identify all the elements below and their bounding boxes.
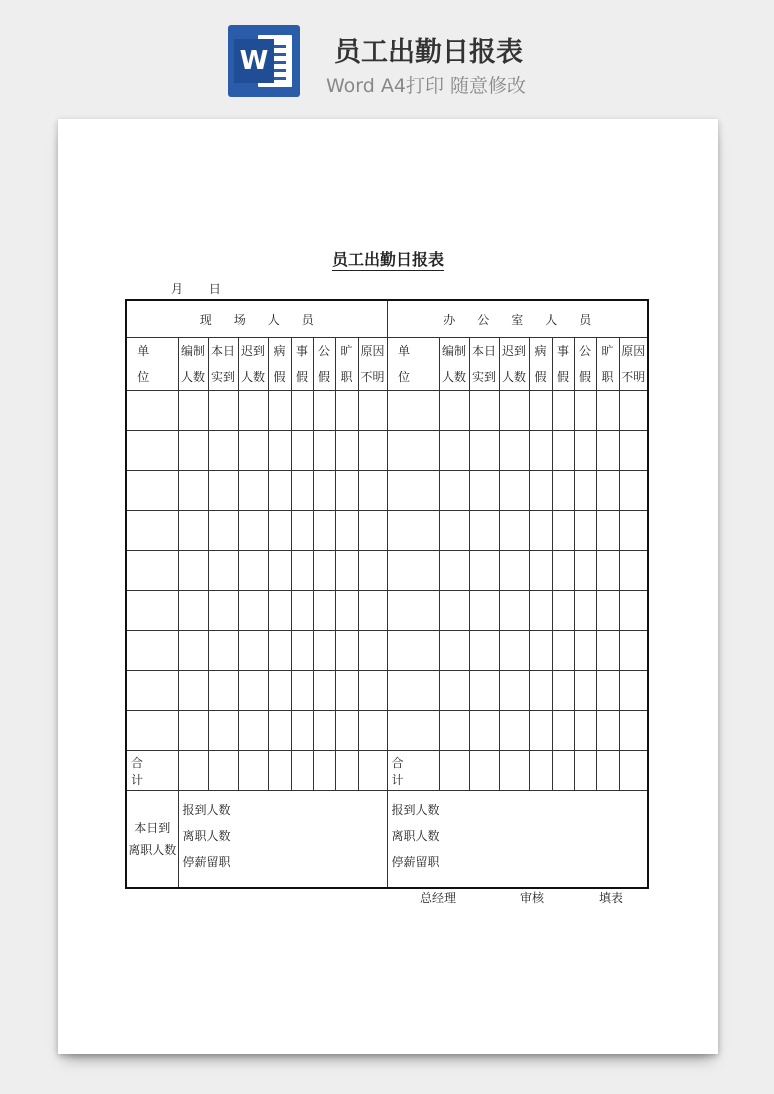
table-cell[interactable] — [574, 551, 596, 591]
table-cell[interactable] — [552, 591, 574, 631]
table-cell[interactable] — [126, 391, 178, 431]
total-cell[interactable] — [238, 751, 268, 791]
table-cell[interactable] — [208, 431, 238, 471]
site-column-header: 编制 人数 — [178, 338, 208, 391]
table-cell[interactable] — [552, 711, 574, 751]
table-cell[interactable] — [439, 431, 469, 471]
table-cell[interactable] — [208, 471, 238, 511]
table-cell[interactable] — [268, 431, 291, 471]
word-logo-icon: W — [228, 25, 300, 97]
table-cell[interactable] — [619, 631, 648, 671]
banner — [0, 0, 774, 110]
table-cell[interactable] — [596, 471, 619, 511]
banner-subtitle: Word A4打印 随意修改 — [326, 75, 527, 97]
total-cell[interactable] — [574, 751, 596, 791]
table-cell[interactable] — [387, 551, 439, 591]
footer-item-label: 停薪留职 — [391, 855, 440, 869]
table-cell[interactable] — [439, 511, 469, 551]
section-site-header: 现场人员 — [126, 300, 387, 338]
table-cell[interactable] — [208, 511, 238, 551]
table-cell[interactable] — [469, 631, 499, 671]
table-cell[interactable] — [469, 551, 499, 591]
table-cell[interactable] — [268, 391, 291, 431]
table-cell[interactable] — [574, 511, 596, 551]
table-cell[interactable] — [439, 551, 469, 591]
table-cell[interactable] — [178, 551, 208, 591]
table-cell[interactable] — [574, 711, 596, 751]
table-cell[interactable] — [268, 511, 291, 551]
table-cell[interactable] — [552, 391, 574, 431]
table-cell[interactable] — [439, 391, 469, 431]
table-cell[interactable] — [178, 711, 208, 751]
table-cell[interactable] — [208, 671, 238, 711]
table-cell[interactable] — [313, 671, 335, 711]
table-cell[interactable] — [291, 511, 313, 551]
document-title: 员工出勤日报表 — [331, 250, 444, 269]
table-cell[interactable] — [358, 671, 387, 711]
table-cell[interactable] — [529, 551, 552, 591]
table-cell[interactable] — [268, 671, 291, 711]
table-cell[interactable] — [208, 391, 238, 431]
table-cell[interactable] — [439, 591, 469, 631]
table-cell[interactable] — [335, 431, 358, 471]
table-cell[interactable] — [335, 631, 358, 671]
table-cell[interactable] — [313, 631, 335, 671]
table-cell[interactable] — [335, 511, 358, 551]
table-cell[interactable] — [291, 471, 313, 511]
table-cell[interactable] — [439, 631, 469, 671]
table-cell[interactable] — [268, 471, 291, 511]
table-cell[interactable] — [313, 711, 335, 751]
table-cell[interactable] — [238, 671, 268, 711]
table-cell[interactable] — [126, 631, 178, 671]
table-cell[interactable] — [529, 671, 552, 711]
table-row — [126, 631, 648, 671]
table-cell[interactable] — [529, 431, 552, 471]
table-cell[interactable] — [358, 591, 387, 631]
table-cell[interactable] — [596, 431, 619, 471]
table-cell[interactable] — [469, 471, 499, 511]
table-cell[interactable] — [178, 511, 208, 551]
total-cell[interactable] — [358, 751, 387, 791]
total-cell[interactable] — [291, 751, 313, 791]
site-column-header: 旷 职 — [335, 338, 358, 391]
attendance-table — [125, 299, 649, 889]
table-cell[interactable] — [238, 711, 268, 751]
table-cell[interactable] — [291, 391, 313, 431]
table-cell[interactable] — [358, 511, 387, 551]
table-row — [126, 391, 648, 431]
table-cell[interactable] — [552, 511, 574, 551]
table-cell[interactable] — [469, 711, 499, 751]
table-cell[interactable] — [178, 391, 208, 431]
table-cell[interactable] — [574, 471, 596, 511]
table-cell[interactable] — [335, 391, 358, 431]
table-cell[interactable] — [126, 711, 178, 751]
arrival-departure-row — [126, 791, 648, 889]
table-cell[interactable] — [178, 591, 208, 631]
table-cell[interactable] — [208, 591, 238, 631]
table-cell[interactable] — [238, 631, 268, 671]
table-cell[interactable] — [358, 711, 387, 751]
banner-title: 员工出勤日报表 — [334, 37, 523, 68]
table-cell[interactable] — [387, 711, 439, 751]
table-cell[interactable] — [238, 591, 268, 631]
table-cell[interactable] — [529, 391, 552, 431]
table-cell[interactable] — [126, 511, 178, 551]
table-row — [126, 551, 648, 591]
table-row — [126, 471, 648, 511]
table-cell[interactable] — [238, 391, 268, 431]
table-cell[interactable] — [178, 631, 208, 671]
table-cell[interactable] — [178, 671, 208, 711]
office-column-header: 原因 不明 — [619, 338, 648, 391]
table-cell[interactable] — [499, 391, 529, 431]
office-column-header: 病 假 — [529, 338, 552, 391]
total-cell[interactable] — [335, 751, 358, 791]
total-cell[interactable] — [313, 751, 335, 791]
table-cell[interactable] — [574, 391, 596, 431]
table-cell[interactable] — [469, 431, 499, 471]
table-cell[interactable] — [552, 471, 574, 511]
table-cell[interactable] — [619, 591, 648, 631]
total-cell[interactable] — [596, 751, 619, 791]
sign-review-label: 审核 — [520, 891, 545, 905]
table-cell[interactable] — [313, 511, 335, 551]
table-cell[interactable] — [574, 591, 596, 631]
table-cell[interactable] — [268, 711, 291, 751]
table-cell[interactable] — [335, 551, 358, 591]
table-row — [126, 671, 648, 711]
table-cell[interactable] — [469, 671, 499, 711]
table-cell[interactable] — [552, 671, 574, 711]
table-cell[interactable] — [619, 471, 648, 511]
table-cell[interactable] — [619, 711, 648, 751]
table-cell[interactable] — [126, 471, 178, 511]
table-cell[interactable] — [596, 711, 619, 751]
table-cell[interactable] — [335, 591, 358, 631]
table-cell[interactable] — [596, 671, 619, 711]
total-cell[interactable] — [208, 751, 238, 791]
total-cell[interactable] — [499, 751, 529, 791]
table-cell[interactable] — [238, 511, 268, 551]
table-cell[interactable] — [619, 551, 648, 591]
total-cell[interactable] — [619, 751, 648, 791]
table-cell[interactable] — [439, 471, 469, 511]
date-day-label: 日 — [208, 282, 221, 296]
table-cell[interactable] — [335, 711, 358, 751]
table-cell[interactable] — [596, 391, 619, 431]
table-cell[interactable] — [387, 591, 439, 631]
footer-item-label: 报到人数 — [391, 803, 440, 817]
date-month-label: 月 — [171, 282, 184, 296]
table-cell[interactable] — [552, 431, 574, 471]
table-cell[interactable] — [387, 631, 439, 671]
table-cell[interactable] — [313, 431, 335, 471]
table-cell[interactable] — [387, 391, 439, 431]
table-cell[interactable] — [208, 631, 238, 671]
table-cell[interactable] — [291, 431, 313, 471]
table-cell[interactable] — [574, 631, 596, 671]
total-label: 合计 — [387, 751, 439, 791]
table-cell[interactable] — [126, 671, 178, 711]
table-cell[interactable] — [358, 431, 387, 471]
table-cell[interactable] — [291, 551, 313, 591]
total-cell[interactable] — [268, 751, 291, 791]
table-cell[interactable] — [499, 511, 529, 551]
table-cell[interactable] — [596, 511, 619, 551]
table-cell[interactable] — [499, 631, 529, 671]
table-cell[interactable] — [387, 671, 439, 711]
table-cell[interactable] — [126, 431, 178, 471]
table-cell[interactable] — [529, 511, 552, 551]
table-cell[interactable] — [499, 551, 529, 591]
table-cell[interactable] — [358, 631, 387, 671]
table-cell[interactable] — [268, 551, 291, 591]
table-cell[interactable] — [313, 591, 335, 631]
total-cell[interactable] — [439, 751, 469, 791]
table-cell[interactable] — [126, 591, 178, 631]
total-row — [126, 751, 648, 791]
office-column-header: 单位 — [387, 338, 439, 391]
table-cell[interactable] — [313, 551, 335, 591]
table-cell[interactable] — [499, 671, 529, 711]
table-cell[interactable] — [499, 591, 529, 631]
site-column-header: 原因 不明 — [358, 338, 387, 391]
table-cell[interactable] — [529, 711, 552, 751]
table-row — [126, 511, 648, 551]
site-arrival-departure-cell[interactable] — [178, 791, 387, 889]
arrival-departure-label: 本日到 离职人数 — [126, 791, 178, 889]
office-column-header: 事 假 — [552, 338, 574, 391]
office-column-header: 旷 职 — [596, 338, 619, 391]
table-cell[interactable] — [268, 631, 291, 671]
table-cell[interactable] — [178, 431, 208, 471]
office-column-header: 迟到 人数 — [499, 338, 529, 391]
table-cell[interactable] — [387, 511, 439, 551]
table-cell[interactable] — [238, 471, 268, 511]
office-column-header: 本日 实到 — [469, 338, 499, 391]
table-cell[interactable] — [291, 671, 313, 711]
table-cell[interactable] — [469, 511, 499, 551]
section-office-header: 办公室人员 — [387, 300, 648, 338]
document-page — [58, 119, 718, 1054]
table-cell[interactable] — [439, 711, 469, 751]
table-cell[interactable] — [313, 471, 335, 511]
total-cell[interactable] — [469, 751, 499, 791]
table-cell[interactable] — [178, 471, 208, 511]
table-cell[interactable] — [619, 671, 648, 711]
table-cell[interactable] — [596, 591, 619, 631]
table-cell[interactable] — [335, 671, 358, 711]
total-cell[interactable] — [552, 751, 574, 791]
sign-fill-label: 填表 — [599, 891, 624, 905]
table-cell[interactable] — [358, 551, 387, 591]
office-column-header: 公 假 — [574, 338, 596, 391]
table-cell[interactable] — [469, 591, 499, 631]
sign-manager-label: 总经理 — [420, 891, 457, 905]
total-label: 合计 — [126, 751, 178, 791]
site-column-header: 单位 — [126, 338, 178, 391]
site-column-header: 迟到 人数 — [238, 338, 268, 391]
table-cell[interactable] — [574, 671, 596, 711]
table-cell[interactable] — [529, 631, 552, 671]
site-column-header: 本日 实到 — [208, 338, 238, 391]
table-cell[interactable] — [126, 551, 178, 591]
table-cell[interactable] — [499, 431, 529, 471]
table-cell[interactable] — [499, 471, 529, 511]
table-cell[interactable] — [313, 391, 335, 431]
total-cell[interactable] — [529, 751, 552, 791]
table-cell[interactable] — [291, 711, 313, 751]
table-row — [126, 591, 648, 631]
date-line — [171, 280, 243, 297]
table-cell[interactable] — [208, 551, 238, 591]
site-column-header: 公 假 — [313, 338, 335, 391]
table-cell[interactable] — [238, 431, 268, 471]
table-cell[interactable] — [358, 391, 387, 431]
table-cell[interactable] — [387, 471, 439, 511]
table-cell[interactable] — [552, 631, 574, 671]
total-cell[interactable] — [178, 751, 208, 791]
table-cell[interactable] — [439, 671, 469, 711]
table-cell[interactable] — [574, 431, 596, 471]
site-column-header: 事 假 — [291, 338, 313, 391]
office-arrival-departure-cell[interactable] — [387, 791, 648, 889]
table-cell[interactable] — [619, 511, 648, 551]
table-cell[interactable] — [529, 471, 552, 511]
table-cell[interactable] — [291, 631, 313, 671]
table-cell[interactable] — [238, 551, 268, 591]
office-column-header: 编制 人数 — [439, 338, 469, 391]
table-cell[interactable] — [268, 591, 291, 631]
table-row — [126, 711, 648, 751]
table-cell[interactable] — [358, 471, 387, 511]
footer-item-label: 离职人数 — [391, 829, 440, 843]
table-cell[interactable] — [469, 391, 499, 431]
table-row — [126, 431, 648, 471]
site-column-header: 病 假 — [268, 338, 291, 391]
table-cell[interactable] — [596, 631, 619, 671]
footer-item-label: 离职人数 — [182, 829, 231, 843]
footer-item-label: 报到人数 — [182, 803, 231, 817]
table-cell[interactable] — [335, 471, 358, 511]
table-cell[interactable] — [596, 551, 619, 591]
table-cell[interactable] — [387, 431, 439, 471]
table-cell[interactable] — [529, 591, 552, 631]
table-cell[interactable] — [552, 551, 574, 591]
footer-item-label: 停薪留职 — [182, 855, 231, 869]
table-cell[interactable] — [291, 591, 313, 631]
table-cell[interactable] — [619, 391, 648, 431]
table-cell[interactable] — [499, 711, 529, 751]
table-cell[interactable] — [208, 711, 238, 751]
table-cell[interactable] — [619, 431, 648, 471]
